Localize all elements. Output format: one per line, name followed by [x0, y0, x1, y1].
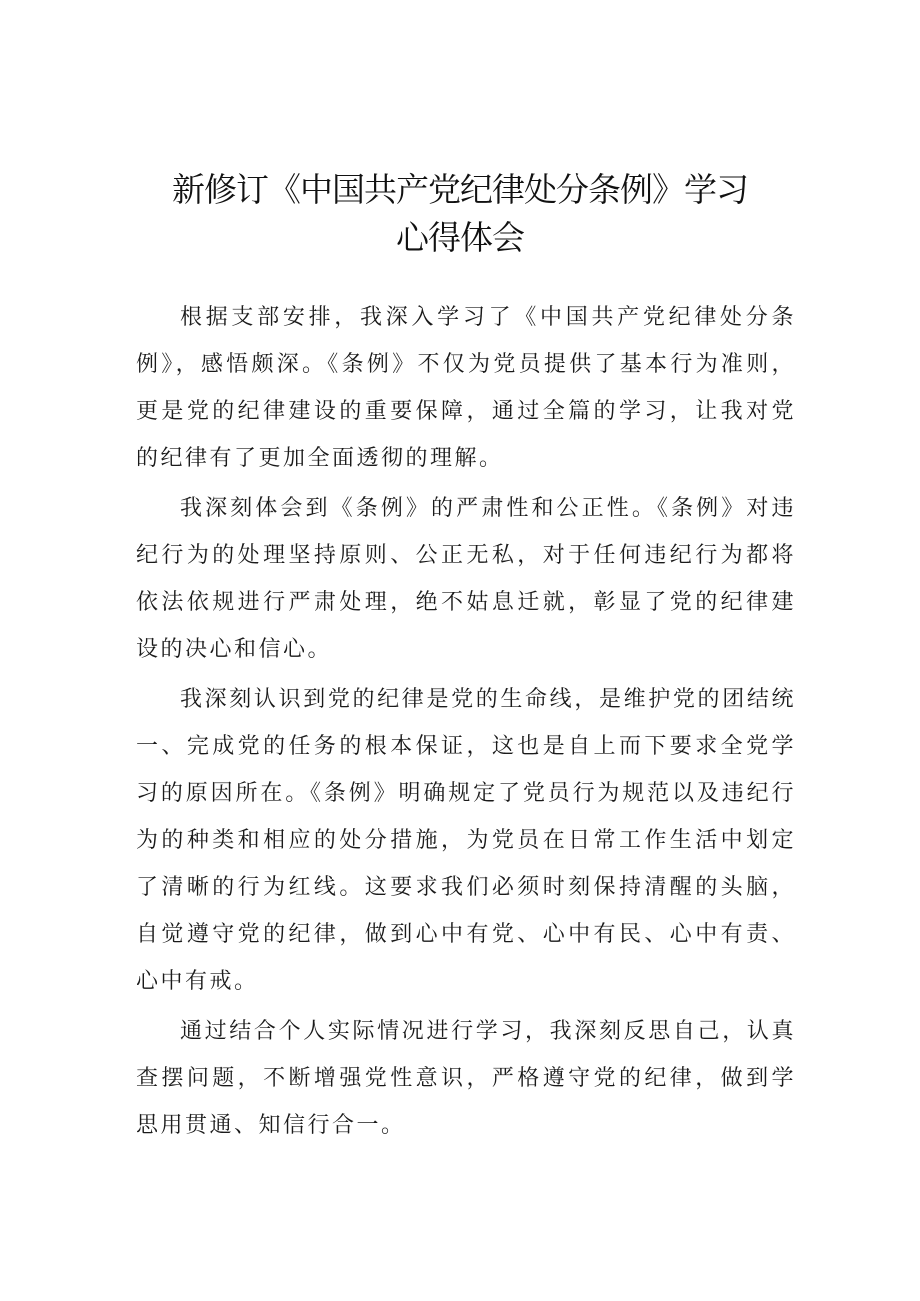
document-title-line-2: 心得体会 [396, 218, 524, 257]
paragraph-2: 我深刻体会到《条例》的严肃性和公正性。《条例》对违纪行为的处理坚持原则、公正无私，对于任何违纪行为都将依法依规进行严肃处理，绝不姑息迁就，彰显了党的纪律建设的决心和信心。 [136, 496, 796, 662]
paragraph-1: 根据支部安排，我深入学习了《中国共产党纪律处分条例》，感悟颇深。《条例》不仅为党员提供了基本行为准则，更是党的纪律建设的重要保障，通过全篇的学习，让我对党的纪律有了更加全面透彻的理解。 [136, 305, 796, 471]
document-title-line-1: 新修订《中国共产党纪律处分条例》学习 [172, 170, 748, 209]
paragraph-3: 我深刻认识到党的纪律是党的生命线，是维护党的团结统一、完成党的任务的根本保证，这也是自上而下要求全党学习的原因所在。《条例》明确规定了党员行为规范以及违纪行为的种类和相应的处分措施，为党员在日常工作生活中划定了清晰的行为红线。这要求我们必须时刻保持清醒的头脑，自觉遵守党的纪律，做到心中有党、心中有民、心中有责、心中有戒。 [136, 687, 796, 994]
paragraph-4: 通过结合个人实际情况进行学习，我深刻反思自己，认真查摆问题，不断增强党性意识，严格遵守党的纪律，做到学思用贯通、知信行合一。 [136, 1019, 796, 1138]
document-body [136, 294, 796, 1152]
